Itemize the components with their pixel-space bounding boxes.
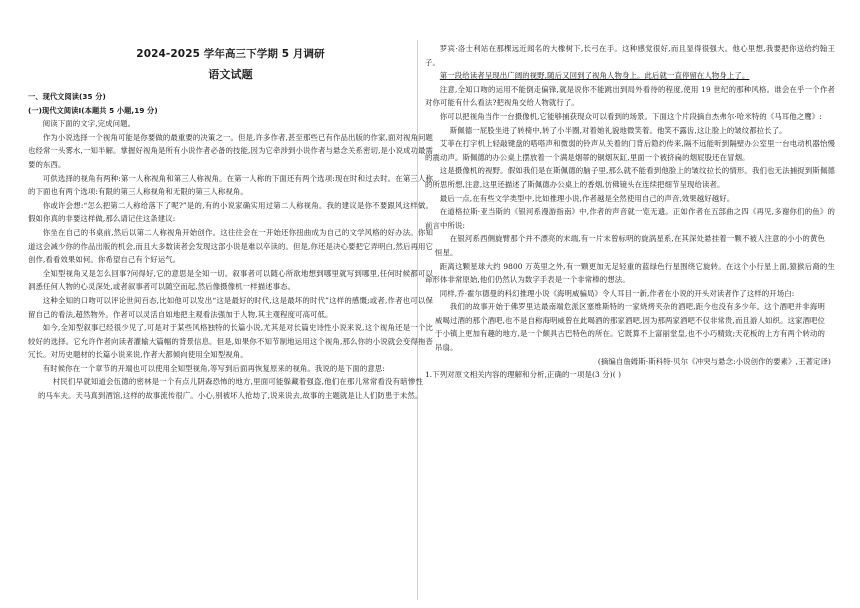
right-column <box>425 42 835 382</box>
underlined-sentence: 第一段给读者呈现出广阔的视野,随后又回到了视角人物身上。此后就一直停留在人物身上了。 <box>439 71 750 81</box>
paragraph: 你坐在自己的书桌前,然后以第二人称视角开始创作。这往往会在一开始还你扭曲成为自己的文学风格的好办法。你知道这会减少你的作品出版的机会,而且大多数读者会发现这部小说是难以卒读的。但是,你还是决心要把它弄明白,然后再用它创作,看看效果如何。你希望自己有个好运气。 <box>28 227 433 265</box>
paragraph: 有时候你在一个章节的开端也可以使用全知型视角,等写到后面再恢复原来的视角。我说的是下面的意思: <box>42 363 385 373</box>
question-1: 1.下列对原文相关内容的理解和分析,正确的一项是(3 分)( ) <box>425 370 622 380</box>
instruction: 阅读下面的文字,完成问题。 <box>42 119 136 129</box>
paragraph: 罗宾·洛士利站在那棵远近闻名的大橡树下,长弓在手。这种感觉很好,而且显得很强大。他心里想,我要把你送给约翰王子。 <box>425 44 835 67</box>
paragraph: 艾菲在打字机上轻敲键盘的嗒嗒声和微弱的铃声从关着的门背后隐约传来,隔不远能听到隔壁办公室里一台电动机器怡慢的震动声。斯佩德的办公桌上摆放着一个满是烟蒂的铜烟灰缸,里面一个被挤扁的烟屁股还在冒烟。 <box>425 139 835 162</box>
paragraph: 你可以把视角当作一台摄像机,它能够捕获现众可以看到的场景。下面这个片段摘自杰弗尔·哈米特的《马耳他之鹰》: <box>439 111 822 121</box>
paragraph: 注意,全知口吻的运用不能倒走偏锋,就是说你不能跳出到局外看待的程度,使用 19 世纪的那种风格。谁会在乎一个作者对你可能有什么看法?把视角交给人物就行了。 <box>425 84 835 108</box>
exam-title: 2024-2025 学年高三下学期 5 月调研 <box>136 48 325 60</box>
subsection-heading: (一)现代文阅读Ⅰ(本题共 5 小题,19 分) <box>28 105 158 115</box>
quoted-excerpt: 我们的故事开始于佛罗里达最南端危派区塞维斯特的一家烧烤夹杂的酒吧,距今也没有多少年。这个酒吧并非海明威喝过酒的那个酒吧,也不是自称海明威曾在此喝酒的那家酒吧,因为那两家酒吧不仅非常贵,而且游人如织。这家酒吧位于小镇上更加有趣的地方,是一个颇具古巴特色的所在。它既算不上富丽堂皇,也不小巧精致;天花板的上方有两个转动的吊扇。 <box>435 302 825 353</box>
exam-subject: 语文试题 <box>208 68 253 81</box>
paragraph: 在道格拉斯·亚当斯的《银河系漫游指南》中,作者的声音就一览无遗。正如作者在五部曲之四《再见,多谢你们的鱼》的前言中所说: <box>425 207 835 230</box>
paragraph: 全知型视角又是怎么回事?问得好,它的意思是全知一切。叙事者可以随心所欲地想到哪里就写到哪里,任何时候都可以洞悉任何人物的心灵深处,或者叙事者可以随空而起,然后像摄像机一样描述事态。 <box>28 268 433 292</box>
paragraph: 如今,全知型叙事已经很少见了,可是对于某些风格独特的长篇小说,尤其是对长篇史诗性小说来说,这个视角还是一个比较好的选择。它允许作者向读者灌输大篇幅的背景信息。但是,如果你不知节制地运用这个视角,那么你的小说就会变得拖沓冗长。对历史题材的长篇小说来说,作者大都倾向使用全知型视角。 <box>28 323 433 360</box>
paragraph: 同样,乔·霍尔德曼的科幻推理小说《海明威骗局》令人耳目一新,作者在小说的开头对读者作了这样的开场白: <box>439 288 795 298</box>
quoted-excerpt: 村民们早就知道会伍德的密林是一个有点儿阴森恐怖的地方,里面可能躲藏着强盗,他们在那儿常常看没有暗惨性的马车夫。天马真到酒馆,这样的故事流传很广。小心,别被坏人抢劫了,说来说去,故事的主题就是让人们防患于未然。 <box>38 377 423 401</box>
paragraph: 距离这颗星球大约 9800 万英里之外,有一颗更加无足轻重的蓝绿色行星围绕它旋转。在这个小行星上面,猿猴后裔的生命形体非常原始,他们仍然认为数字手表是一个非常棒的想法。 <box>425 261 835 285</box>
paragraph: 作为小说选择一个视角可能是你要做的最重要的决策之一。但是,许多作者,甚至那些已有作品出版的作家,面对视角问题也经常一头雾水,一知半解。掌握好视角是所有小说作者必备的技能,因为它牵涉到小说作者与悬念关系密切,是小说成功最需要的东西。 <box>28 132 433 169</box>
left-column <box>28 40 433 403</box>
paragraph: 这是摄像机的视野。假如我们是在斯佩德的脑子里,那么就不能看到他脸上的皱纹拉长的情形。我们也无法捕捉到斯佩德的所思所想,注意,这里还描述了斯佩德办公桌上的香烟,仿佛镜头在连续把细节呈现给读者。 <box>425 166 835 189</box>
paragraph: 可供选择的视角有两种:第一人称视角和第三人称视角。在第一人称的下面还有两个选项:现在时和过去时。在第三人称的下面也有两个选项:有限的第三人称视角和无限的第三人称视角。 <box>28 173 433 197</box>
paragraph: 这种全知的口吻可以评论世间百态,比如他可以发出“这是最好的时代,这是最坏的时代”这样的感慨;或者,作者也可以保留自己的看法,超然物外。作者可以灵活自如地把主观看法强加于人物,其主观程度可高可低。 <box>28 295 433 319</box>
section-heading: 一、现代文阅读(35 分) <box>28 92 106 101</box>
quoted-excerpt: 在银河系西侧旋臂那个并不漂亮的末端,有一片未曾标明的旋涡星系,在其深处悬挂着一颗不被人注意的小小的黄色恒星。 <box>435 234 825 257</box>
paragraph <box>425 69 835 83</box>
paragraph: 你或许会想:“怎么把第二人称给落下了呢?”是的,有的小说家确实用过第二人称视角。我的建议是你不要跟风这样做。假如你真的非要这样做,那么请记住这条建议: <box>28 200 433 224</box>
source-citation: (摘编自詹姆斯·斯科特·贝尔《冲突与悬念:小说创作的要素》,王著定译) <box>597 356 831 366</box>
paragraph: 最后一点,在有些文学类型中,比如推理小说,作者越是全然使用自己的声音,效果越好越好。 <box>439 193 735 203</box>
quoted-excerpt: 斯佩德一屁股坐进了转椅中,转了小半圈,对着她礼貌地微笑着。他笑不露齿,这让脸上的皱纹都拉长了。 <box>449 125 787 135</box>
